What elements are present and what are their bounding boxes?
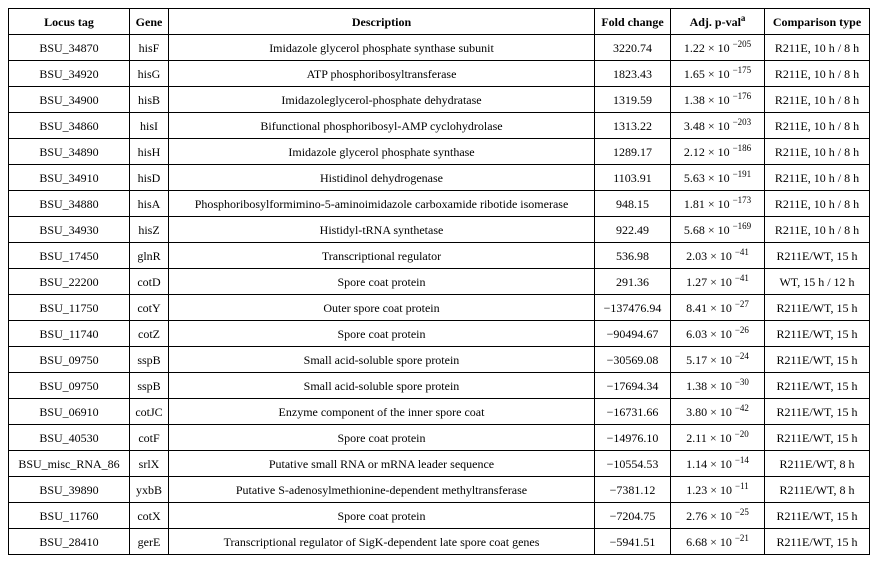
cell-locus-tag: BSU_06910 xyxy=(9,399,130,425)
pval-mantissa: 1.22 xyxy=(683,40,705,55)
cell-gene: sspB xyxy=(130,347,169,373)
cell-adj-pval xyxy=(671,399,765,425)
pval-times-ten: × 10 xyxy=(706,430,735,445)
cell-gene: glnR xyxy=(130,243,169,269)
cell-fold-change: 536.98 xyxy=(595,243,671,269)
cell-adj-pval xyxy=(671,425,765,451)
cell-gene: cotD xyxy=(130,269,169,295)
pval-times-ten: × 10 xyxy=(707,534,735,549)
pval-times-ten: × 10 xyxy=(704,170,733,185)
cell-description: Putative small RNA or mRNA leader sequence xyxy=(169,451,595,477)
pval-mantissa: 2.03 xyxy=(686,248,708,263)
table-row xyxy=(9,425,870,451)
header-locus-tag: Locus tag xyxy=(9,9,130,35)
pval-times-ten: × 10 xyxy=(704,144,733,159)
table-row xyxy=(9,139,870,165)
cell-adj-pval xyxy=(671,295,765,321)
cell-description: Small acid-soluble spore protein xyxy=(169,347,595,373)
pval-exponent: −24 xyxy=(734,350,749,361)
pval-times-ten: × 10 xyxy=(704,222,733,237)
cell-comparison-type: R211E/WT, 15 h xyxy=(765,373,870,399)
cell-description: Spore coat protein xyxy=(169,269,595,295)
header-fold-change: Fold change xyxy=(595,9,671,35)
table-row xyxy=(9,529,870,555)
pval-exponent: −205 xyxy=(732,38,752,49)
cell-fold-change: 1103.91 xyxy=(595,165,671,191)
cell-adj-pval xyxy=(671,321,765,347)
cell-description: Imidazole glycerol phosphate synthase subunit xyxy=(169,35,595,61)
cell-fold-change: 948.15 xyxy=(595,191,671,217)
cell-fold-change: 1313.22 xyxy=(595,113,671,139)
pval-mantissa: 2.12 xyxy=(683,144,705,159)
cell-locus-tag: BSU_39890 xyxy=(9,477,130,503)
cell-locus-tag: BSU_34930 xyxy=(9,217,130,243)
pval-times-ten: × 10 xyxy=(707,404,735,419)
pval-mantissa: 1.38 xyxy=(683,92,705,107)
pval-exponent: −26 xyxy=(734,324,749,335)
cell-description: Spore coat protein xyxy=(169,321,595,347)
cell-gene: cotZ xyxy=(130,321,169,347)
cell-comparison-type: R211E/WT, 15 h xyxy=(765,295,870,321)
cell-gene: hisF xyxy=(130,35,169,61)
cell-locus-tag: BSU_22200 xyxy=(9,269,130,295)
cell-gene: cotX xyxy=(130,503,169,529)
pval-mantissa: 6.68 xyxy=(686,534,708,549)
cell-adj-pval xyxy=(671,113,765,139)
cell-comparison-type: R211E/WT, 15 h xyxy=(765,243,870,269)
pval-mantissa: 1.23 xyxy=(686,482,708,497)
table-row xyxy=(9,243,870,269)
pval-mantissa: 5.68 xyxy=(683,222,705,237)
cell-description: Bifunctional phosphoribosyl-AMP cyclohydrolase xyxy=(169,113,595,139)
pval-times-ten: × 10 xyxy=(707,300,735,315)
cell-locus-tag: BSU_34870 xyxy=(9,35,130,61)
cell-gene: srlX xyxy=(130,451,169,477)
cell-fold-change: −30569.08 xyxy=(595,347,671,373)
cell-locus-tag: BSU_09750 xyxy=(9,373,130,399)
header-adj-pval xyxy=(671,9,765,35)
cell-gene: hisI xyxy=(130,113,169,139)
cell-adj-pval xyxy=(671,347,765,373)
header-row xyxy=(9,9,870,35)
cell-locus-tag: BSU_11740 xyxy=(9,321,130,347)
pval-times-ten: × 10 xyxy=(704,66,733,81)
cell-fold-change: −90494.67 xyxy=(595,321,671,347)
cell-fold-change: 1823.43 xyxy=(595,61,671,87)
cell-gene: cotY xyxy=(130,295,169,321)
cell-locus-tag: BSU_28410 xyxy=(9,529,130,555)
table-row xyxy=(9,321,870,347)
cell-gene: hisD xyxy=(130,165,169,191)
cell-adj-pval xyxy=(671,139,765,165)
cell-gene: gerE xyxy=(130,529,169,555)
cell-comparison-type: R211E/WT, 8 h xyxy=(765,451,870,477)
pval-exponent: −169 xyxy=(732,220,752,231)
pval-mantissa: 3.48 xyxy=(683,118,705,133)
table-row xyxy=(9,503,870,529)
cell-description: Transcriptional regulator of SigK-dependent late spore coat genes xyxy=(169,529,595,555)
table-row xyxy=(9,165,870,191)
pval-exponent: −30 xyxy=(734,376,749,387)
cell-fold-change: −7381.12 xyxy=(595,477,671,503)
cell-comparison-type: R211E, 10 h / 8 h xyxy=(765,191,870,217)
cell-fold-change: −5941.51 xyxy=(595,529,671,555)
pval-exponent: −14 xyxy=(734,454,749,465)
table-row xyxy=(9,113,870,139)
cell-description: Imidazoleglycerol-phosphate dehydratase xyxy=(169,87,595,113)
cell-comparison-type: R211E/WT, 15 h xyxy=(765,529,870,555)
pval-times-ten: × 10 xyxy=(704,118,733,133)
cell-fold-change: 3220.74 xyxy=(595,35,671,61)
cell-locus-tag: BSU_34860 xyxy=(9,113,130,139)
gene-table xyxy=(8,8,870,555)
cell-locus-tag: BSU_34910 xyxy=(9,165,130,191)
table-row xyxy=(9,87,870,113)
pval-exponent: −20 xyxy=(734,428,749,439)
pval-times-ten: × 10 xyxy=(707,508,735,523)
cell-comparison-type: R211E, 10 h / 8 h xyxy=(765,217,870,243)
cell-comparison-type: R211E, 10 h / 8 h xyxy=(765,113,870,139)
pval-mantissa: 1.38 xyxy=(686,378,708,393)
pval-times-ten: × 10 xyxy=(707,352,735,367)
cell-comparison-type: R211E, 10 h / 8 h xyxy=(765,61,870,87)
table-row xyxy=(9,191,870,217)
pval-times-ten: × 10 xyxy=(704,40,733,55)
cell-adj-pval xyxy=(671,165,765,191)
pval-exponent: −186 xyxy=(732,142,752,153)
cell-comparison-type: R211E/WT, 15 h xyxy=(765,347,870,373)
pval-exponent: −203 xyxy=(732,116,752,127)
cell-fold-change: −7204.75 xyxy=(595,503,671,529)
pval-mantissa: 5.63 xyxy=(683,170,705,185)
pval-times-ten: × 10 xyxy=(707,274,735,289)
cell-comparison-type: R211E/WT, 15 h xyxy=(765,503,870,529)
cell-gene: hisH xyxy=(130,139,169,165)
pval-times-ten: × 10 xyxy=(707,456,735,471)
pval-times-ten: × 10 xyxy=(704,196,733,211)
cell-comparison-type: R211E/WT, 8 h xyxy=(765,477,870,503)
cell-description: Histidyl-tRNA synthetase xyxy=(169,217,595,243)
cell-locus-tag: BSU_17450 xyxy=(9,243,130,269)
cell-locus-tag: BSU_34920 xyxy=(9,61,130,87)
pval-mantissa: 5.17 xyxy=(686,352,708,367)
table-row xyxy=(9,373,870,399)
cell-description: Small acid-soluble spore protein xyxy=(169,373,595,399)
pval-times-ten: × 10 xyxy=(707,248,735,263)
cell-locus-tag: BSU_34900 xyxy=(9,87,130,113)
cell-gene: yxbB xyxy=(130,477,169,503)
cell-fold-change: −17694.34 xyxy=(595,373,671,399)
cell-description: ATP phosphoribosyltransferase xyxy=(169,61,595,87)
cell-adj-pval xyxy=(671,243,765,269)
cell-locus-tag: BSU_34880 xyxy=(9,191,130,217)
pval-mantissa: 1.65 xyxy=(683,66,705,81)
pval-exponent: −175 xyxy=(732,64,752,75)
cell-adj-pval xyxy=(671,503,765,529)
cell-adj-pval xyxy=(671,451,765,477)
cell-description: Putative S-adenosylmethionine-dependent methyltransferase xyxy=(169,477,595,503)
table-row xyxy=(9,269,870,295)
cell-comparison-type: R211E, 10 h / 8 h xyxy=(765,165,870,191)
header-gene: Gene xyxy=(130,9,169,35)
cell-gene: sspB xyxy=(130,373,169,399)
cell-comparison-type: R211E/WT, 15 h xyxy=(765,399,870,425)
pval-exponent: −21 xyxy=(734,532,749,543)
pval-exponent: −25 xyxy=(734,506,749,517)
cell-locus-tag: BSU_11750 xyxy=(9,295,130,321)
cell-comparison-type: R211E/WT, 15 h xyxy=(765,321,870,347)
cell-comparison-type: WT, 15 h / 12 h xyxy=(765,269,870,295)
cell-gene: hisZ xyxy=(130,217,169,243)
cell-comparison-type: R211E, 10 h / 8 h xyxy=(765,139,870,165)
cell-gene: cotJC xyxy=(130,399,169,425)
cell-description: Phosphoribosylformimino-5-aminoimidazole carboxamide ribotide isomerase xyxy=(169,191,595,217)
cell-locus-tag: BSU_40530 xyxy=(9,425,130,451)
cell-comparison-type: R211E, 10 h / 8 h xyxy=(765,35,870,61)
cell-adj-pval xyxy=(671,35,765,61)
cell-adj-pval xyxy=(671,477,765,503)
cell-adj-pval xyxy=(671,191,765,217)
cell-adj-pval xyxy=(671,373,765,399)
table-row xyxy=(9,399,870,425)
cell-gene: cotF xyxy=(130,425,169,451)
pval-times-ten: × 10 xyxy=(707,326,735,341)
cell-comparison-type: R211E/WT, 15 h xyxy=(765,425,870,451)
pval-mantissa: 6.03 xyxy=(686,326,708,341)
pval-mantissa: 8.41 xyxy=(686,300,708,315)
pval-times-ten: × 10 xyxy=(704,92,733,107)
pval-times-ten: × 10 xyxy=(707,378,735,393)
pval-mantissa: 3.80 xyxy=(686,404,708,419)
cell-adj-pval xyxy=(671,217,765,243)
cell-comparison-type: R211E, 10 h / 8 h xyxy=(765,87,870,113)
header-adj-pval-footnote: a xyxy=(740,12,746,23)
cell-description: Enzyme component of the inner spore coat xyxy=(169,399,595,425)
pval-exponent: −173 xyxy=(732,194,752,205)
pval-exponent: −41 xyxy=(734,272,749,283)
pval-mantissa: 1.14 xyxy=(686,456,708,471)
cell-gene: hisB xyxy=(130,87,169,113)
pval-exponent: −42 xyxy=(734,402,749,413)
table-row xyxy=(9,477,870,503)
cell-adj-pval xyxy=(671,529,765,555)
table-row xyxy=(9,217,870,243)
cell-description: Outer spore coat protein xyxy=(169,295,595,321)
cell-description: Spore coat protein xyxy=(169,503,595,529)
cell-adj-pval xyxy=(671,61,765,87)
cell-description: Histidinol dehydrogenase xyxy=(169,165,595,191)
pval-exponent: −11 xyxy=(735,480,749,491)
pval-mantissa: 2.76 xyxy=(686,508,708,523)
pval-exponent: −191 xyxy=(732,168,752,179)
cell-description: Imidazole glycerol phosphate synthase xyxy=(169,139,595,165)
cell-fold-change: 1319.59 xyxy=(595,87,671,113)
pval-mantissa: 2.11 xyxy=(686,430,707,445)
table-body xyxy=(9,35,870,555)
table-row xyxy=(9,451,870,477)
table-row xyxy=(9,35,870,61)
pval-times-ten: × 10 xyxy=(707,482,736,497)
table-row xyxy=(9,61,870,87)
pval-mantissa: 1.27 xyxy=(686,274,708,289)
pval-exponent: −41 xyxy=(734,246,749,257)
pval-mantissa: 1.81 xyxy=(683,196,705,211)
cell-locus-tag: BSU_09750 xyxy=(9,347,130,373)
cell-fold-change: −10554.53 xyxy=(595,451,671,477)
cell-locus-tag: BSU_misc_RNA_86 xyxy=(9,451,130,477)
cell-fold-change: −16731.66 xyxy=(595,399,671,425)
cell-description: Transcriptional regulator xyxy=(169,243,595,269)
cell-locus-tag: BSU_34890 xyxy=(9,139,130,165)
header-comparison-type: Comparison type xyxy=(765,9,870,35)
cell-fold-change: −14976.10 xyxy=(595,425,671,451)
header-description: Description xyxy=(169,9,595,35)
cell-adj-pval xyxy=(671,269,765,295)
cell-gene: hisG xyxy=(130,61,169,87)
header-adj-pval-label: Adj. p-val xyxy=(689,14,741,29)
cell-description: Spore coat protein xyxy=(169,425,595,451)
cell-locus-tag: BSU_11760 xyxy=(9,503,130,529)
pval-exponent: −27 xyxy=(734,298,749,309)
cell-fold-change: 922.49 xyxy=(595,217,671,243)
table-row xyxy=(9,347,870,373)
pval-exponent: −176 xyxy=(732,90,752,101)
cell-adj-pval xyxy=(671,87,765,113)
cell-fold-change: 1289.17 xyxy=(595,139,671,165)
cell-gene: hisA xyxy=(130,191,169,217)
table-row xyxy=(9,295,870,321)
cell-fold-change: 291.36 xyxy=(595,269,671,295)
cell-fold-change: −137476.94 xyxy=(595,295,671,321)
